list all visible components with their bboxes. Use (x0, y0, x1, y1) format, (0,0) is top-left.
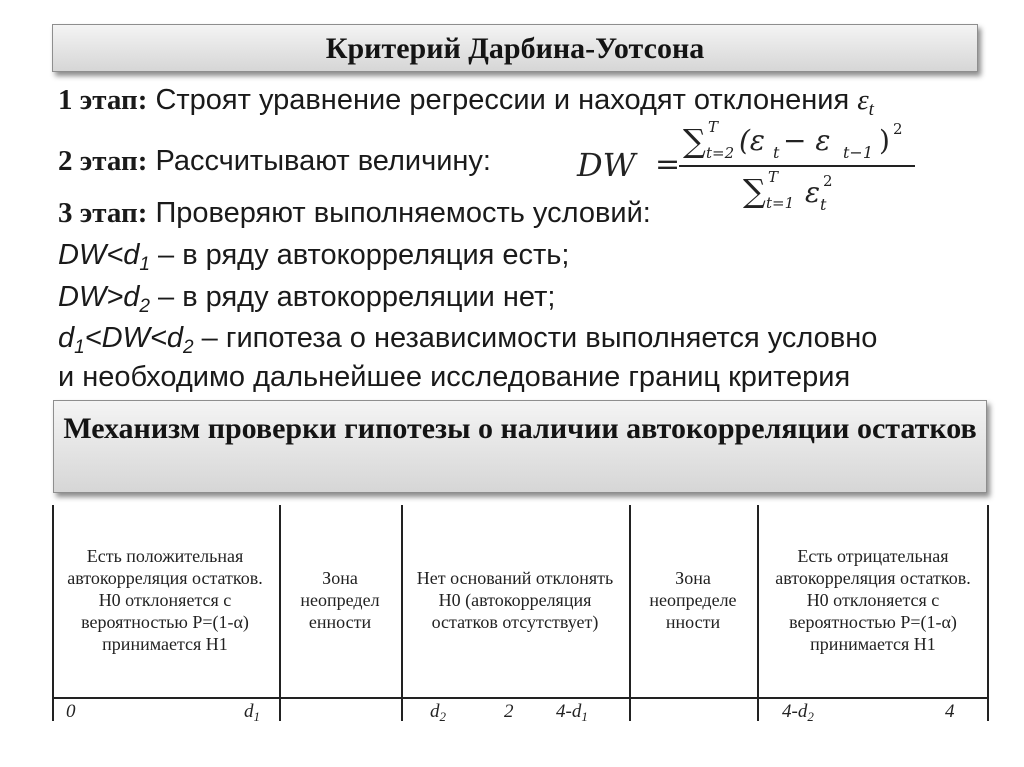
axis-label-d1: $d_1$ (244, 701, 260, 724)
condition-4: и необходимо дальнейшее исследование границ критерия (58, 361, 851, 393)
table-divider (757, 505, 759, 721)
zone-uncertainty-right: Зона неопределе нности (649, 568, 737, 632)
step-1-label: 1 этап: (58, 84, 148, 116)
epsilon-t: $\varepsilon_t$ (857, 84, 874, 120)
formula-num-minus: − ε (783, 124, 831, 157)
condition-2: $DW>d_2 - в$ ряду автокорреляции нет; (58, 281, 556, 317)
table-divider (629, 505, 631, 721)
table-divider (279, 505, 281, 721)
zone-positive-autocorrelation: Есть положительная автокорреляция остатков. H0 отклоняется с вероятностью P=(1-α) принимается H1 (67, 546, 263, 654)
section-title: Механизм проверки гипотезы о наличии автокорреляции остатков (53, 400, 987, 493)
formula-num-pow: 2 (893, 120, 903, 138)
step-3-label: 3 этап: (58, 197, 148, 229)
step-3-text: Проверяют выполняемость условий: (155, 197, 651, 229)
table-divider (52, 505, 54, 721)
formula-num-sum: ∑ (683, 122, 706, 160)
dw-decision-table (52, 505, 988, 724)
formula-num-close: ) (879, 124, 890, 157)
formula-num-t1: t−1 (843, 143, 874, 162)
step-2 (58, 144, 491, 178)
table-divider (987, 505, 989, 721)
zone-uncertainty-left: Зона неопредел енности (300, 568, 380, 632)
axis-label-d2: $d_2$ (430, 701, 446, 724)
condition-1: $DW<d_1 - в$ ряду автокорреляция есть; (58, 239, 570, 275)
formula-den-t: t (820, 195, 827, 214)
axis-label-0: 0 (66, 701, 76, 722)
axis-line (52, 697, 988, 699)
step-2-text: Рассчитывают величину: (155, 145, 491, 177)
step-3 (58, 196, 651, 230)
formula-num-sup: T (708, 118, 719, 136)
table-divider (401, 505, 403, 721)
formula-den-sub: t=1 (766, 194, 795, 212)
axis-label-4-d2: $4-d_2$ (782, 701, 814, 724)
axis-label-4-d1: $4-d_1$ (556, 701, 588, 724)
formula-num-t: t (773, 143, 780, 162)
formula-num-body: (ε (739, 124, 765, 157)
condition-3: $d_1<DW<d_2$ – гипотеза о независимости выполняется условно (58, 322, 878, 358)
axis-label-4: 4 (945, 701, 955, 722)
formula-den-body: ε (805, 176, 821, 209)
zone-no-autocorrelation: Нет оснований отклонять H0 (автокорреляция остатков отсутствует) (416, 568, 614, 632)
formula-den-sup: T (768, 168, 779, 186)
step-1 (58, 83, 874, 120)
formula-lhs: DW (577, 146, 636, 184)
step-1-text: Строят уравнение регрессии и находят отклонения (155, 84, 850, 116)
zone-negative-autocorrelation: Есть отрицательная автокорреляция остатков. H0 отклоняется с вероятностью P=(1-α) принимается H1 (775, 546, 971, 654)
formula-den-sum: ∑ (743, 172, 766, 210)
formula-eq: = (655, 147, 681, 182)
slide-title: Критерий Дарбина-Уотсона (52, 24, 978, 72)
formula-den-pow: 2 (823, 172, 833, 190)
axis-label-2: 2 (504, 701, 514, 722)
formula-num-sub: t=2 (706, 144, 735, 162)
step-2-label: 2 этап: (58, 145, 148, 177)
